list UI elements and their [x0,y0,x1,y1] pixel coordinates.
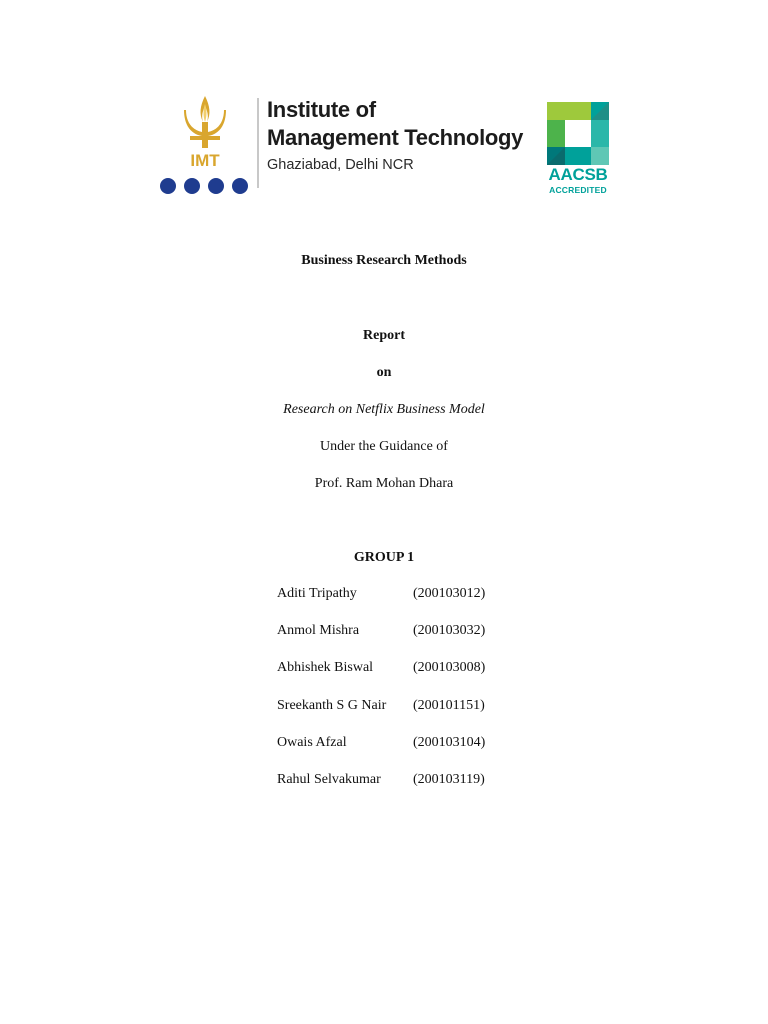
member-id: (200103104) [413,734,486,750]
aacsb-logo [544,102,612,198]
imt-logo [156,90,524,202]
on-label: on [376,365,392,380]
member-id: (200101151) [413,697,485,713]
aacsb-accredited: ACCREDITED [549,185,607,195]
member-name: Anmol Mishra [277,623,360,639]
member-name: Owais Afzal [277,734,347,750]
imt-name-line2: Management Technology [267,125,524,150]
member-id: (200103008) [413,660,486,676]
guidance-label: Under the Guidance of [320,439,448,454]
aacsb-wordmark: AACSB [548,165,608,184]
member-name: Aditi Tripathy [277,586,357,601]
imt-location: Ghaziabad, Delhi NCR [267,157,414,173]
member-name: Rahul Selvakumar [277,771,381,787]
group-label: GROUP 1 [353,550,415,565]
imt-logo-divider [257,98,259,188]
member-id: (200103012) [413,586,486,601]
report-label: Report [363,328,405,343]
member-name: Abhishek Biswal [277,660,374,676]
member-row [277,659,517,696]
aacsb-emblem-icon [547,102,609,165]
member-name: Sreekanth S G Nair [277,697,387,713]
course-title: Business Research Methods [301,253,467,268]
member-id: (200103119) [413,771,485,787]
member-row [277,771,517,808]
member-id: (200103032) [413,623,486,639]
imt-trident-icon [176,92,234,170]
imt-wordmark: IMT [190,151,220,170]
imt-dots-icon [158,176,250,196]
member-list [277,585,517,808]
member-row [277,697,517,734]
imt-logo-text [267,96,523,178]
member-row [277,734,517,771]
report-title: Research on Netflix Business Model [283,402,485,417]
imt-name-line1: Institute of [267,97,376,122]
member-row [277,585,517,622]
professor-name: Prof. Ram Mohan Dhara [314,476,454,491]
member-row [277,622,517,659]
